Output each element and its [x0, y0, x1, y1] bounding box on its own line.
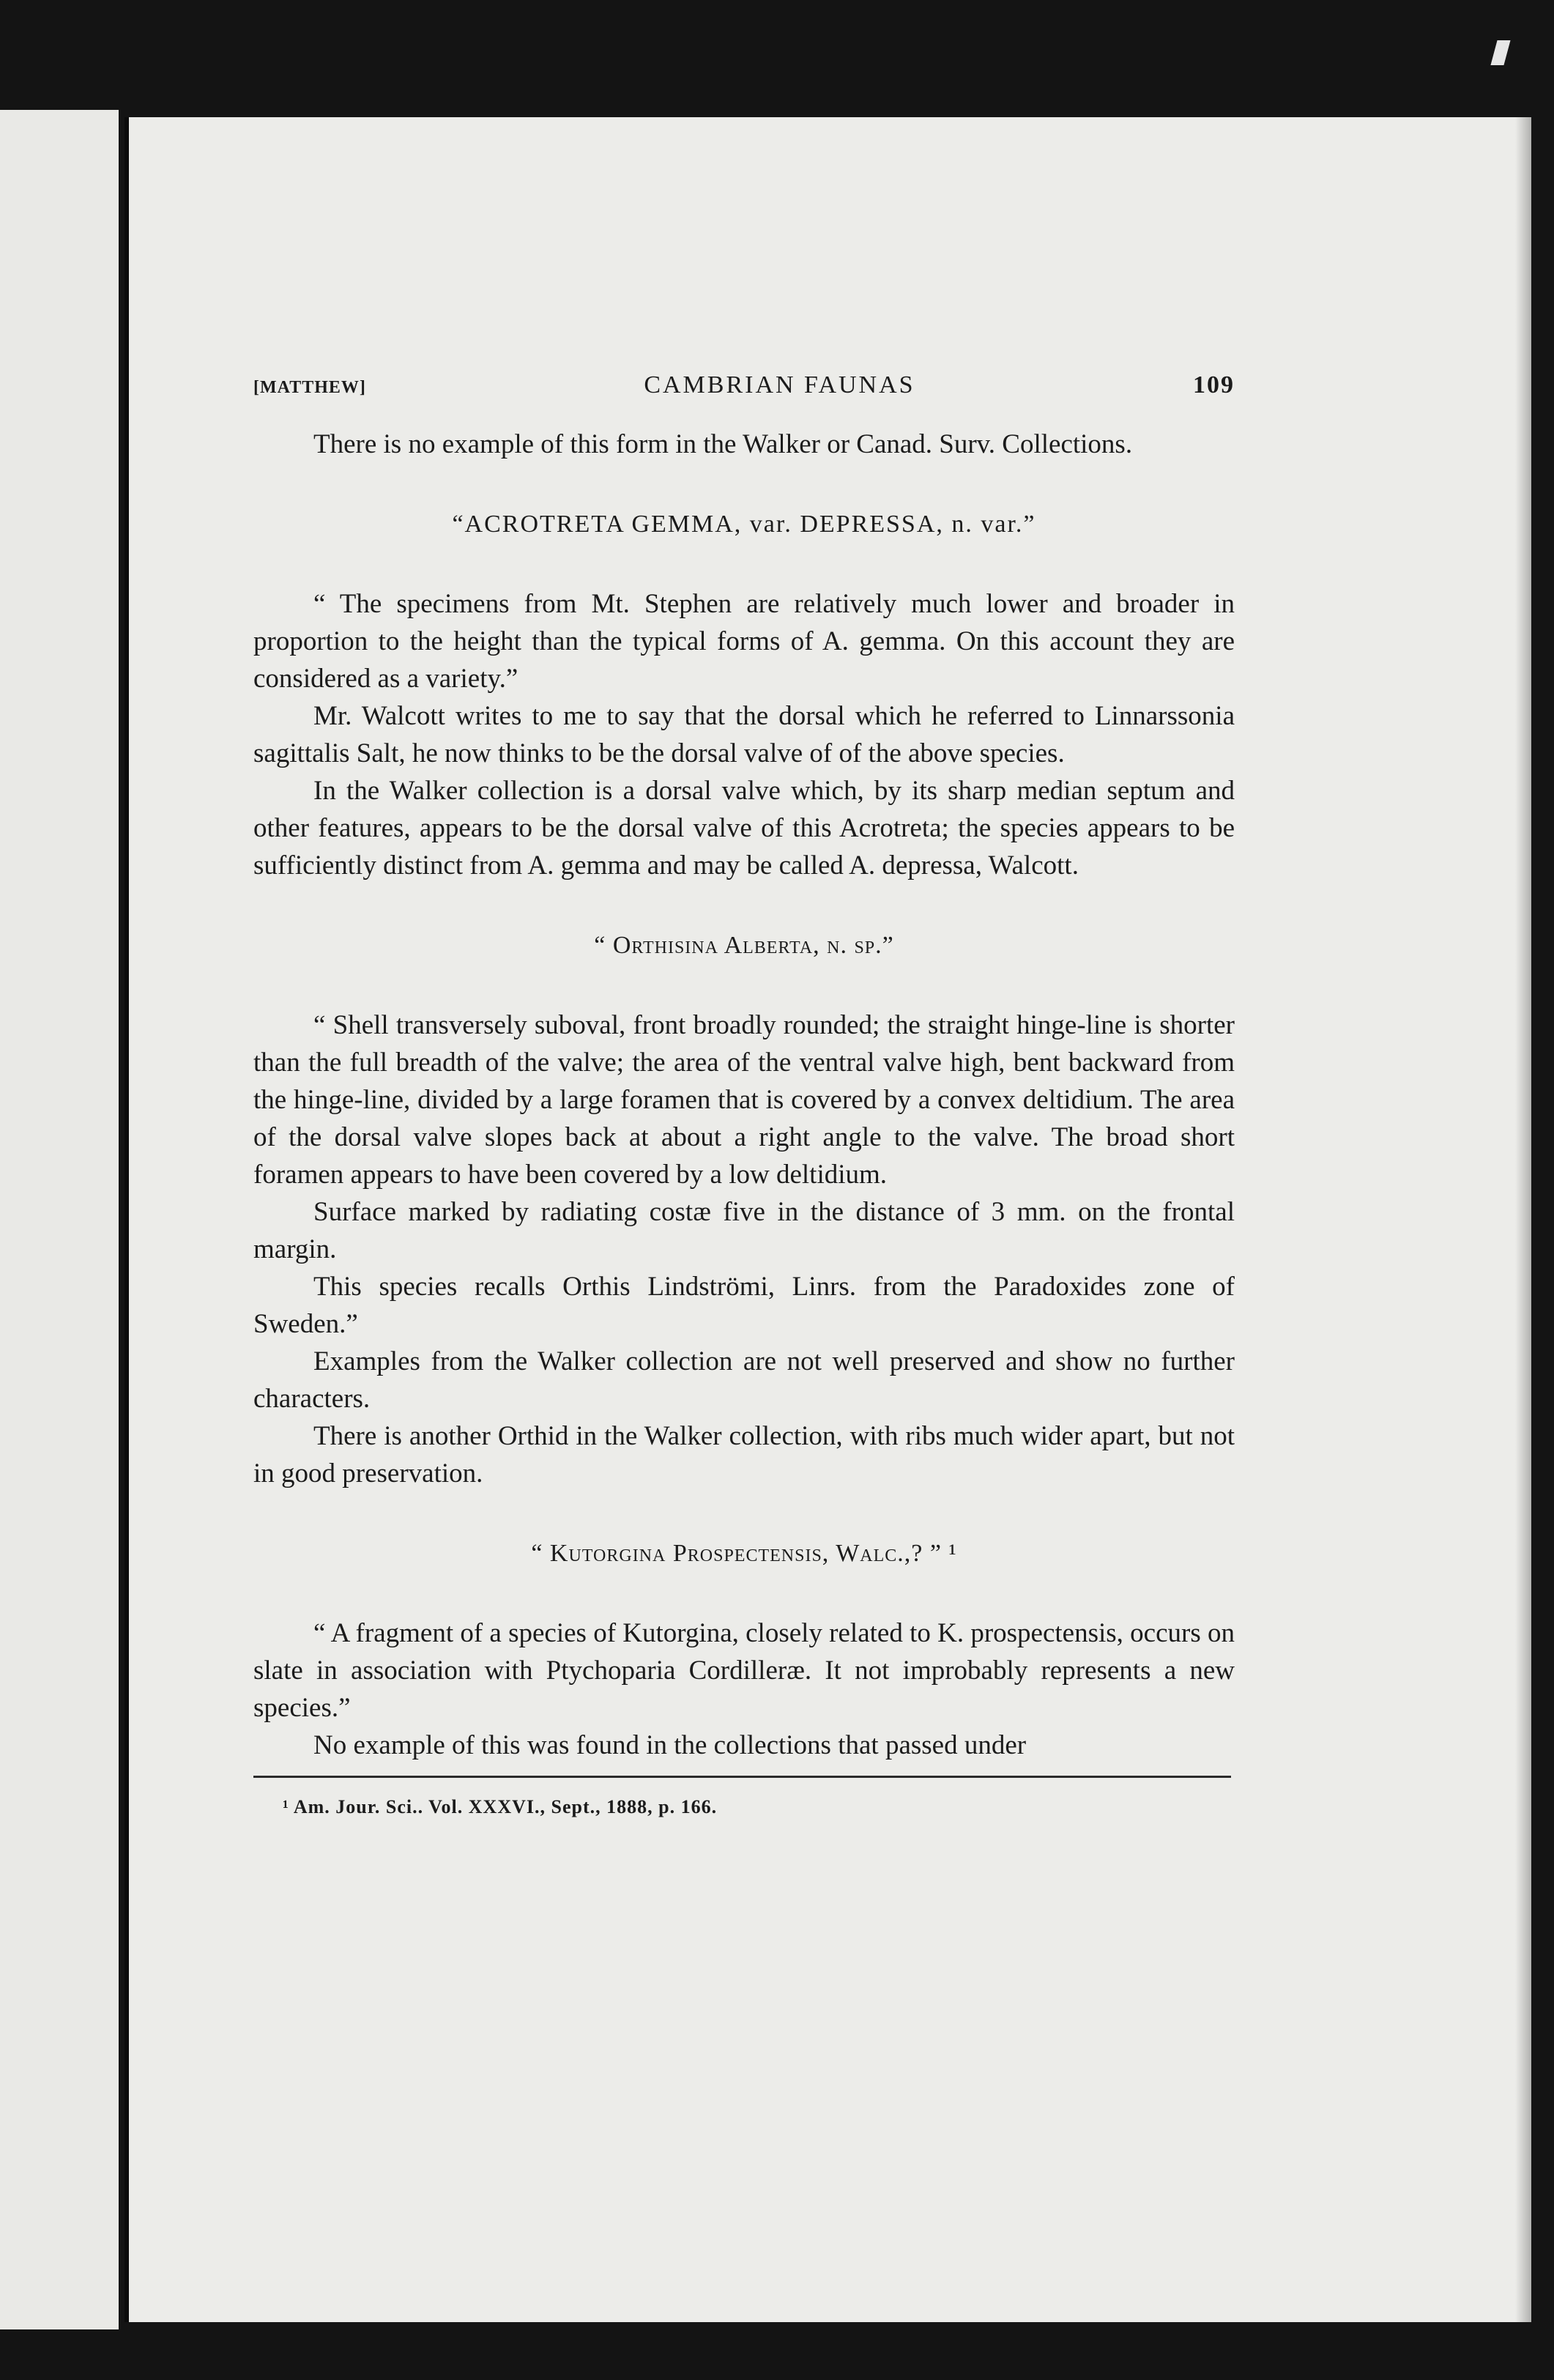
paragraph-walker-canad: There is no example of this form in the Walker or Canad. Surv. Collections.	[313, 429, 1133, 459]
author-tag: [MATTHEW]	[253, 378, 366, 397]
facing-page-edge	[0, 110, 119, 2329]
heading-kutorgina-prospectensis: “ Kutorgina Prospectensis, Walc.,? ” ¹	[531, 1540, 957, 1567]
paragraph-kutorgina-fragment: “ A fragment of a species of Kutorgina, closely related to K. prospectensis, occurs on slate in association with Ptychoparia Cordilleræ. It not improbably represents a new species.”	[253, 1618, 1235, 1723]
page-content	[253, 366, 1235, 1825]
footnote: ¹ Am. Jour. Sci.. Vol. XXXVI., Sept., 1888, p. 166.	[283, 1796, 718, 1817]
paragraph-another-orthid: There is another Orthid in the Walker collection, with ribs much wider apart, but not in good preservation.	[253, 1421, 1235, 1489]
book-page	[124, 117, 1531, 2322]
running-title: CAMBRIAN FAUNAS	[644, 371, 915, 398]
paragraph-no-example: No example of this was found in the collections that passed under	[313, 1730, 1027, 1760]
heading-orthisina-alberta: “ Orthisina Alberta, n. sp.”	[594, 932, 894, 959]
running-head	[253, 366, 1235, 407]
paragraph-walker-dorsal-valve: In the Walker collection is a dorsal valve which, by its sharp median septum and other features, appears to be the dorsal valve of this Acrotreta; the species appears to be sufficiently distinct from A. gemma and may be called A. depressa, Walcott.	[253, 776, 1235, 881]
heading-acrotreta-gemma: “ACROTRETA GEMMA, var. DEPRESSA, n. var.”	[452, 511, 1036, 538]
page-number: 109	[1193, 371, 1235, 398]
scan-corner-mark	[1490, 40, 1510, 65]
paragraph-specimens-mt-stephen: “ The specimens from Mt. Stephen are relatively much lower and broader in proportion to the height than the typical forms of A. gemma. On this account they are considered as a variety.”	[253, 589, 1235, 694]
paragraph-examples-walker: Examples from the Walker collection are not well preserved and show no further characters.	[253, 1346, 1235, 1414]
page-edge-shadow	[1515, 117, 1531, 2322]
paragraph-surface-costae: Surface marked by radiating costæ five in the distance of 3 mm. on the frontal margin.	[253, 1197, 1235, 1264]
paragraph-shell-description: “ Shell transversely suboval, front broadly rounded; the straight hinge-line is shorter than the full breadth of the valve; the area of the ventral valve high, bent backward from the hinge-line, divided by a large foramen that is covered by a convex deltidium. The area of the dorsal valve slopes back at about a right angle to the valve. The broad short foramen appears to have been covered by a low deltidium.	[253, 1010, 1235, 1190]
paragraph-walcott-writes: Mr. Walcott writes to me to say that the dorsal which he referred to Linnarssonia sagittalis Salt, he now thinks to be the dorsal valve of of the above species.	[253, 701, 1235, 768]
footnote-rule	[253, 1776, 1231, 1778]
paragraph-species-recalls: This species recalls Orthis Lindströmi, Linrs. from the Paradoxides zone of Sweden.”	[253, 1272, 1235, 1339]
